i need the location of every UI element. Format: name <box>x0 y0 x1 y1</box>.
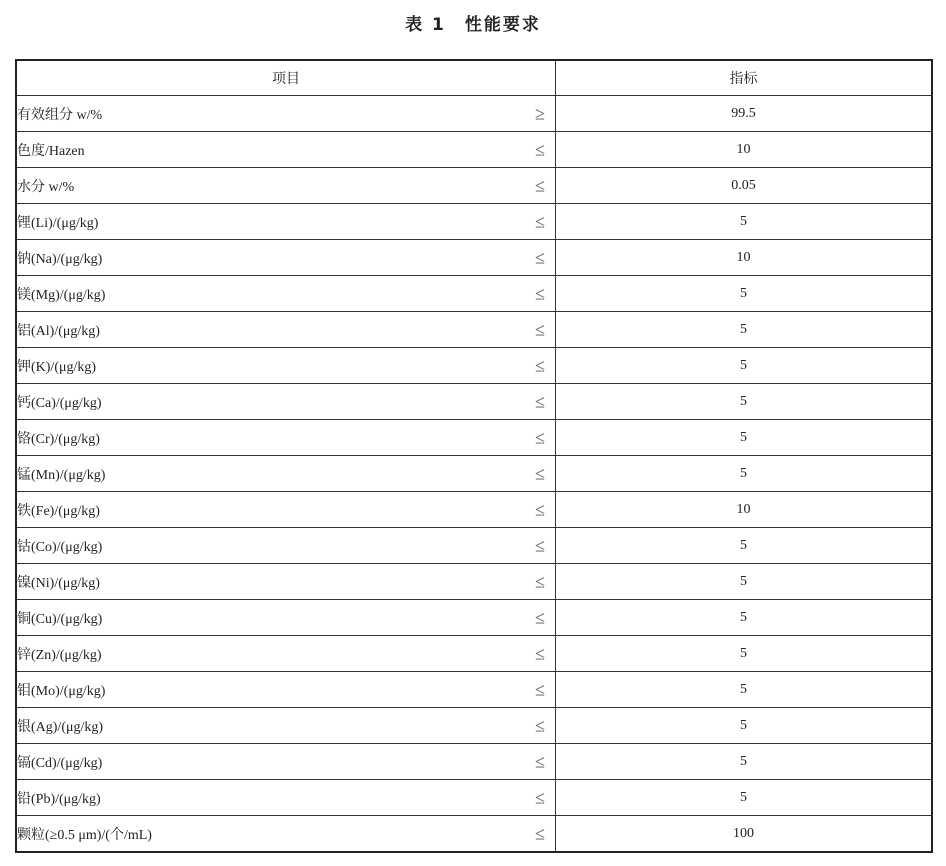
row-item-label: 锌(Zn)/(μg/kg) <box>17 647 102 663</box>
row-item-label: 铜(Cu)/(μg/kg) <box>17 611 103 627</box>
row-item-label: 镁(Mg)/(μg/kg) <box>17 287 106 303</box>
row-value-cell: 5 <box>556 780 933 816</box>
row-value-cell: 5 <box>556 276 933 312</box>
row-value-cell: 5 <box>556 708 933 744</box>
comparison-symbol: ≤ <box>535 211 545 231</box>
row-item-cell <box>16 636 556 672</box>
row-item-label: 钙(Ca)/(μg/kg) <box>17 395 102 411</box>
row-item-cell <box>16 132 556 168</box>
row-item-label: 锂(Li)/(μg/kg) <box>17 215 99 231</box>
row-item-cell <box>16 312 556 348</box>
row-item-label: 铅(Pb)/(μg/kg) <box>17 791 101 807</box>
row-item-cell <box>16 204 556 240</box>
row-value-cell: 5 <box>556 312 933 348</box>
table-row <box>16 528 932 564</box>
header-item: 项目 <box>16 60 556 96</box>
row-item-label: 铁(Fe)/(μg/kg) <box>17 503 100 519</box>
comparison-symbol: ≥ <box>535 103 545 123</box>
comparison-symbol: ≤ <box>535 427 545 447</box>
table-row <box>16 240 932 276</box>
row-value-cell: 10 <box>556 492 933 528</box>
table-row <box>16 708 932 744</box>
row-value-cell: 5 <box>556 528 933 564</box>
row-item-cell <box>16 384 556 420</box>
row-item-label: 铝(Al)/(μg/kg) <box>17 323 100 339</box>
table-row <box>16 564 932 600</box>
table-row <box>16 420 932 456</box>
row-value-cell: 5 <box>556 384 933 420</box>
row-item-cell <box>16 780 556 816</box>
row-item-label: 色度/Hazen <box>17 143 85 159</box>
row-value-cell: 5 <box>556 456 933 492</box>
comparison-symbol: ≤ <box>535 391 545 411</box>
table-row <box>16 744 932 780</box>
comparison-symbol: ≤ <box>535 823 545 843</box>
header-value: 指标 <box>556 60 933 96</box>
table-row <box>16 204 932 240</box>
comparison-symbol: ≤ <box>535 247 545 267</box>
comparison-symbol: ≤ <box>535 535 545 555</box>
row-item-label: 镉(Cd)/(μg/kg) <box>17 755 103 771</box>
table-row <box>16 384 932 420</box>
comparison-symbol: ≤ <box>535 175 545 195</box>
row-item-label: 钾(K)/(μg/kg) <box>17 359 97 375</box>
row-item-cell <box>16 348 556 384</box>
row-item-cell <box>16 816 556 853</box>
table-caption: 表 1 性能要求 <box>405 15 541 35</box>
row-item-label: 铬(Cr)/(μg/kg) <box>17 431 100 447</box>
row-item-cell <box>16 672 556 708</box>
row-item-label: 有效组分 w/% <box>17 107 103 123</box>
comparison-symbol: ≤ <box>535 499 545 519</box>
comparison-symbol: ≤ <box>535 715 545 735</box>
row-value-cell: 5 <box>556 636 933 672</box>
row-item-cell <box>16 564 556 600</box>
row-item-label: 钠(Na)/(μg/kg) <box>17 251 103 267</box>
row-value-cell: 5 <box>556 204 933 240</box>
comparison-symbol: ≤ <box>535 751 545 771</box>
row-item-cell <box>16 744 556 780</box>
table-row <box>16 276 932 312</box>
row-value-cell: 10 <box>556 240 933 276</box>
performance-requirements-table <box>15 59 933 853</box>
row-item-label: 水分 w/% <box>17 179 75 195</box>
table-row <box>16 312 932 348</box>
comparison-symbol: ≤ <box>535 355 545 375</box>
row-item-label: 颗粒(≥0.5 μm)/(个/mL) <box>17 827 152 843</box>
table-row <box>16 168 932 204</box>
comparison-symbol: ≤ <box>535 463 545 483</box>
row-item-cell <box>16 492 556 528</box>
row-item-label: 锰(Mn)/(μg/kg) <box>17 467 106 483</box>
table-row <box>16 780 932 816</box>
row-item-label: 银(Ag)/(μg/kg) <box>17 719 104 735</box>
row-item-label: 钴(Co)/(μg/kg) <box>17 539 103 555</box>
comparison-symbol: ≤ <box>535 319 545 339</box>
row-item-cell <box>16 276 556 312</box>
comparison-symbol: ≤ <box>535 139 545 159</box>
row-item-cell <box>16 528 556 564</box>
table-row <box>16 132 932 168</box>
comparison-symbol: ≤ <box>535 283 545 303</box>
comparison-symbol: ≤ <box>535 787 545 807</box>
table-row <box>16 456 932 492</box>
comparison-symbol: ≤ <box>535 571 545 591</box>
row-item-cell <box>16 420 556 456</box>
table-header-row <box>16 60 932 96</box>
table-row <box>16 96 932 132</box>
row-item-cell <box>16 168 556 204</box>
table-body <box>16 96 932 853</box>
row-item-label: 镍(Ni)/(μg/kg) <box>17 575 100 591</box>
row-value-cell: 5 <box>556 564 933 600</box>
row-value-cell: 5 <box>556 600 933 636</box>
table-row <box>16 672 932 708</box>
row-value-cell: 10 <box>556 132 933 168</box>
row-item-cell <box>16 456 556 492</box>
row-value-cell: 5 <box>556 672 933 708</box>
comparison-symbol: ≤ <box>535 607 545 627</box>
table-row <box>16 600 932 636</box>
table-row <box>16 492 932 528</box>
comparison-symbol: ≤ <box>535 679 545 699</box>
table-row <box>16 636 932 672</box>
comparison-symbol: ≤ <box>535 643 545 663</box>
row-item-cell <box>16 708 556 744</box>
row-value-cell: 5 <box>556 420 933 456</box>
table-row <box>16 816 932 853</box>
row-value-cell: 99.5 <box>556 96 933 132</box>
row-item-cell <box>16 96 556 132</box>
table-row <box>16 348 932 384</box>
row-item-cell <box>16 240 556 276</box>
row-value-cell: 5 <box>556 744 933 780</box>
row-item-cell <box>16 600 556 636</box>
row-item-label: 钼(Mo)/(μg/kg) <box>17 683 106 699</box>
row-value-cell: 5 <box>556 348 933 384</box>
row-value-cell: 0.05 <box>556 168 933 204</box>
row-value-cell: 100 <box>556 816 933 853</box>
